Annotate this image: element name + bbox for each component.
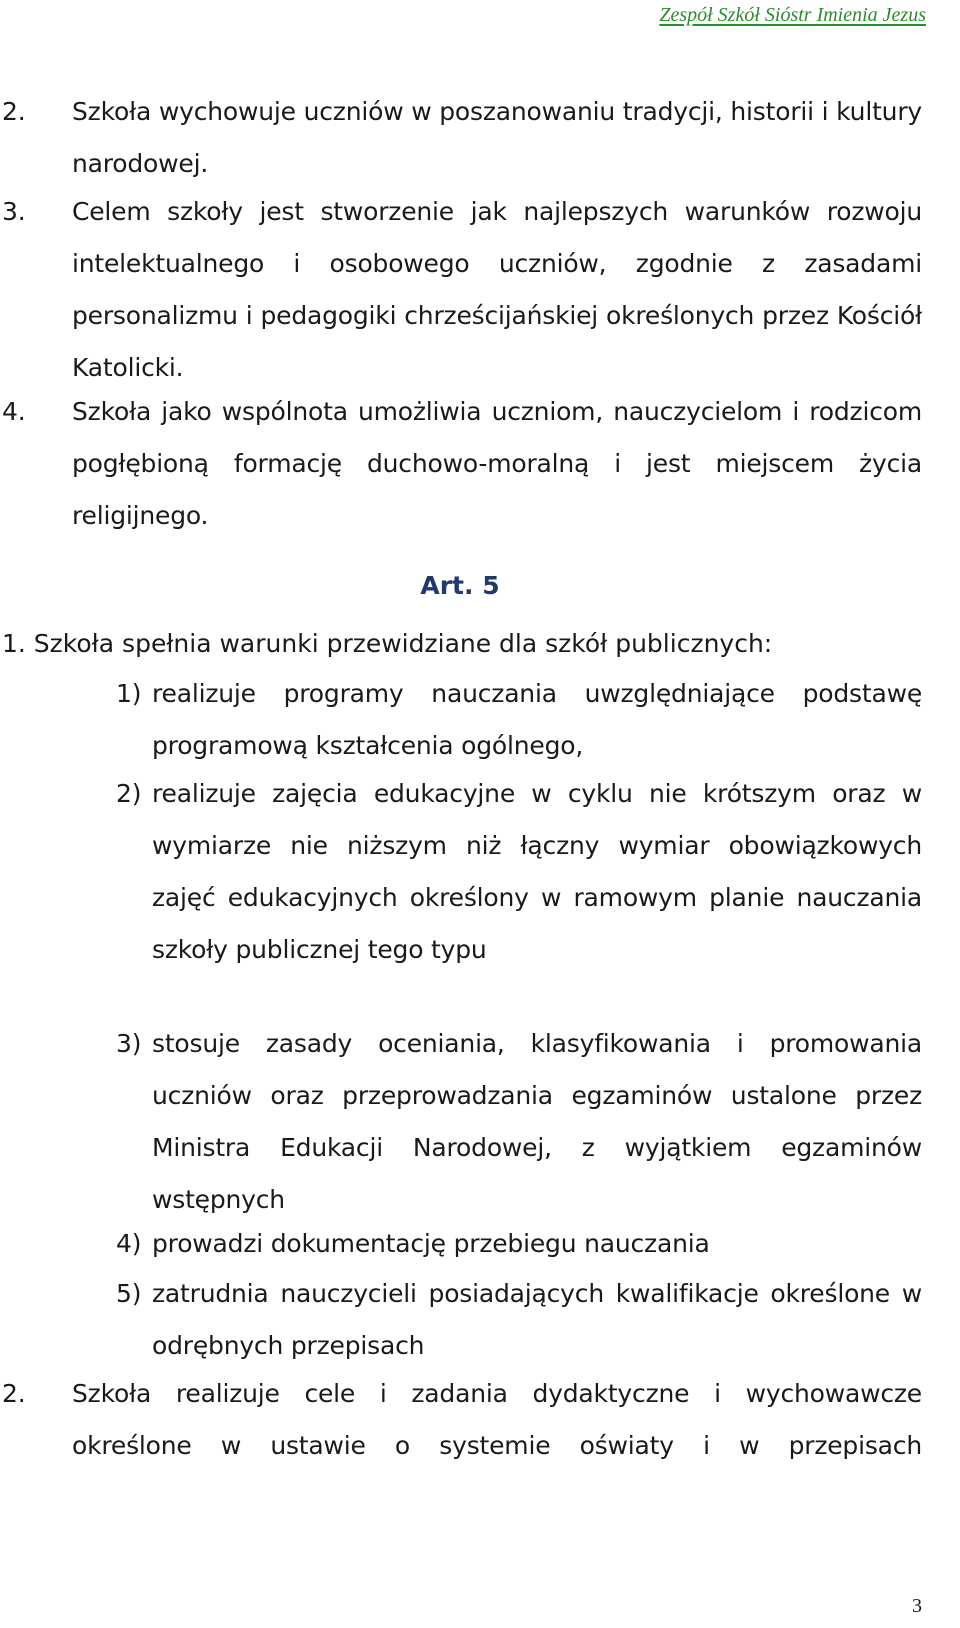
sub-item-text: realizuje zajęcia edukacyjne w cyklu nie krótszym oraz w wymiarze nie niższym niż łączny wymiar obowiązkowych zajęć edukacyjnych określony w ramowym planie nauczania szkoły publicznej tego typu bbox=[152, 779, 922, 964]
list-item bbox=[2, 86, 922, 190]
sub-item-text: realizuje programy nauczania uwzględniające podstawę programową kształcenia ogólnego, bbox=[152, 679, 922, 760]
article-heading: Art. 5 bbox=[420, 571, 500, 600]
sub-list-item bbox=[116, 1268, 922, 1372]
sub-item-text: stosuje zasady oceniania, klasyfikowania i promowania uczniów oraz przeprowadzania egzaminów ustalone przez Ministra Edukacji Narodowej, z wyjątkiem egzaminów wstępnych bbox=[152, 1029, 922, 1214]
sub-list-item bbox=[116, 1018, 922, 1226]
document-header: Zespół Szkół Sióstr Imienia Jezus bbox=[659, 4, 926, 26]
item-text: Celem szkoły jest stworzenie jak najlepszych warunków rozwoju intelektualnego i osobowego uczniów, zgodnie z zasadami personalizmu i pedagogiki chrześcijańskiej określonych przez Kościół Katolicki. bbox=[72, 197, 922, 382]
sub-item-text: prowadzi dokumentację przebiegu nauczania bbox=[152, 1229, 710, 1258]
sub-list-item bbox=[116, 668, 922, 772]
list-item bbox=[2, 386, 922, 542]
item-number: 2. bbox=[2, 1379, 26, 1408]
list-item bbox=[2, 1368, 922, 1472]
item-number: 4. bbox=[2, 397, 26, 426]
item-number: 3. bbox=[2, 197, 26, 226]
sub-item-number: 2) bbox=[116, 779, 142, 808]
sub-item-number: 1) bbox=[116, 679, 142, 708]
item-text: Szkoła realizuje cele i zadania dydaktyczne i wychowawcze określone w ustawie o systemie oświaty i w przepisach bbox=[72, 1379, 922, 1460]
sub-list-item bbox=[116, 1218, 922, 1270]
list-item bbox=[2, 186, 922, 394]
item-text: Szkoła jako wspólnota umożliwia uczniom, nauczycielom i rodzicom pogłębioną formację duchowo-moralną i jest miejscem życia religijnego. bbox=[72, 397, 922, 530]
item-text: Szkoła wychowuje uczniów w poszanowaniu tradycji, historii i kultury narodowej. bbox=[72, 97, 922, 178]
sub-list-item bbox=[116, 768, 922, 976]
sub-item-number: 4) bbox=[116, 1229, 142, 1258]
page-number: 3 bbox=[912, 1595, 922, 1617]
sub-item-number: 3) bbox=[116, 1029, 142, 1058]
sub-item-number: 5) bbox=[116, 1279, 142, 1308]
sub-item-text: zatrudnia nauczycieli posiadających kwalifikacje określone w odrębnych przepisach bbox=[152, 1279, 922, 1360]
item-number: 2. bbox=[2, 97, 26, 126]
article-intro: 1. Szkoła spełnia warunki przewidziane dla szkół publicznych: bbox=[2, 629, 773, 658]
